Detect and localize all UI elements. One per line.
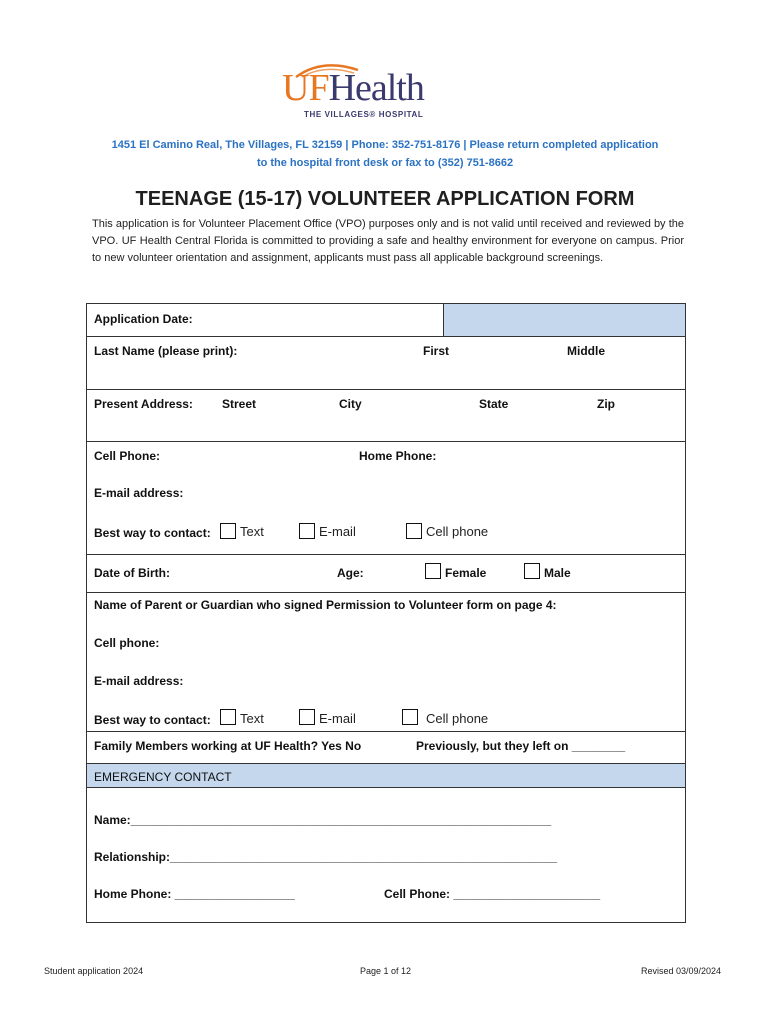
family-previously-label: Previously, but they left on ________ xyxy=(416,739,626,753)
address-line-2: to the hospital front desk or fax to (352) 751-8662 xyxy=(256,157,514,169)
contact-email-label: E-mail xyxy=(319,524,356,539)
first-name-label: First xyxy=(423,344,450,358)
middle-name-label: Middle xyxy=(567,344,605,358)
footer-left: Student application 2024 xyxy=(44,966,144,976)
cell-phone-label: Cell Phone: xyxy=(94,449,161,463)
contact-text-label: Text xyxy=(240,524,264,539)
guardian-label: Name of Parent or Guardian who signed Permission to Volunteer form on page 4: xyxy=(94,598,557,612)
male-checkbox[interactable] xyxy=(524,563,540,579)
best-way-label: Best way to contact: xyxy=(94,526,211,540)
guardian-best-way-label: Best way to contact: xyxy=(94,713,211,727)
family-members-label: Family Members working at UF Health? Yes No xyxy=(94,739,362,753)
state-label: State xyxy=(479,397,509,411)
guardian-cell-opt-label: Cell phone xyxy=(426,711,489,726)
present-address-label: Present Address: xyxy=(94,397,193,411)
ec-relationship-field[interactable]: Relationship:__________________________________________________________ xyxy=(94,850,558,864)
application-date-label: Application Date: xyxy=(94,312,193,326)
footer-revised: Revised 03/09/2024 xyxy=(641,966,722,976)
guardian-cell-label: Cell phone: xyxy=(94,636,160,650)
contact-text-checkbox[interactable] xyxy=(220,523,236,539)
guardian-cell-checkbox[interactable] xyxy=(402,709,418,725)
age-label: Age: xyxy=(337,566,364,580)
dob-label: Date of Birth: xyxy=(94,566,170,580)
logo-wordmark: UFHealth xyxy=(282,67,424,109)
ec-cell-phone-field[interactable]: Cell Phone: ______________________ xyxy=(384,887,601,901)
home-phone-label: Home Phone: xyxy=(359,449,437,463)
application-date-field[interactable] xyxy=(444,304,685,336)
female-label: Female xyxy=(445,566,487,580)
ec-home-phone-field[interactable]: Home Phone: __________________ xyxy=(94,887,295,901)
ec-name-field[interactable]: Name:_______________________________________________________________ xyxy=(94,813,552,827)
contact-cell-checkbox[interactable] xyxy=(406,523,422,539)
emergency-contact-title: EMERGENCY CONTACT xyxy=(94,770,232,784)
uf-health-logo xyxy=(282,62,427,124)
guardian-text-label: Text xyxy=(240,711,264,726)
male-label: Male xyxy=(544,566,571,580)
contact-email-checkbox[interactable] xyxy=(299,523,315,539)
logo-subtitle: THE VILLAGES® HOSPITAL xyxy=(304,110,424,119)
intro-paragraph: This application is for Volunteer Placement Office (VPO) purposes only and is not valid until received and reviewed by the VPO. UF Health Central Florida is committed to providing a safe and healthy environment for everyone on campus. Prior to new volunteer orientation and assignment, applicants must pass all applicable background screenings. xyxy=(92,218,684,264)
city-label: City xyxy=(339,397,362,411)
zip-label: Zip xyxy=(597,397,615,411)
page-title: TEENAGE (15-17) VOLUNTEER APPLICATION FORM xyxy=(135,188,635,210)
address-line-1: 1451 El Camino Real, The Villages, FL 32159 | Phone: 352-751-8176 | Please return completed application xyxy=(111,139,659,151)
footer-page-number: Page 1 of 12 xyxy=(360,966,412,976)
last-name-label: Last Name (please print): xyxy=(94,344,238,358)
email-label: E-mail address: xyxy=(94,486,184,500)
street-label: Street xyxy=(222,397,257,411)
contact-cell-label: Cell phone xyxy=(426,524,489,539)
guardian-email-checkbox[interactable] xyxy=(299,709,315,725)
guardian-email-label: E-mail address: xyxy=(94,674,184,688)
guardian-text-checkbox[interactable] xyxy=(220,709,236,725)
application-form xyxy=(86,303,686,923)
female-checkbox[interactable] xyxy=(425,563,441,579)
guardian-email-opt-label: E-mail xyxy=(319,711,356,726)
